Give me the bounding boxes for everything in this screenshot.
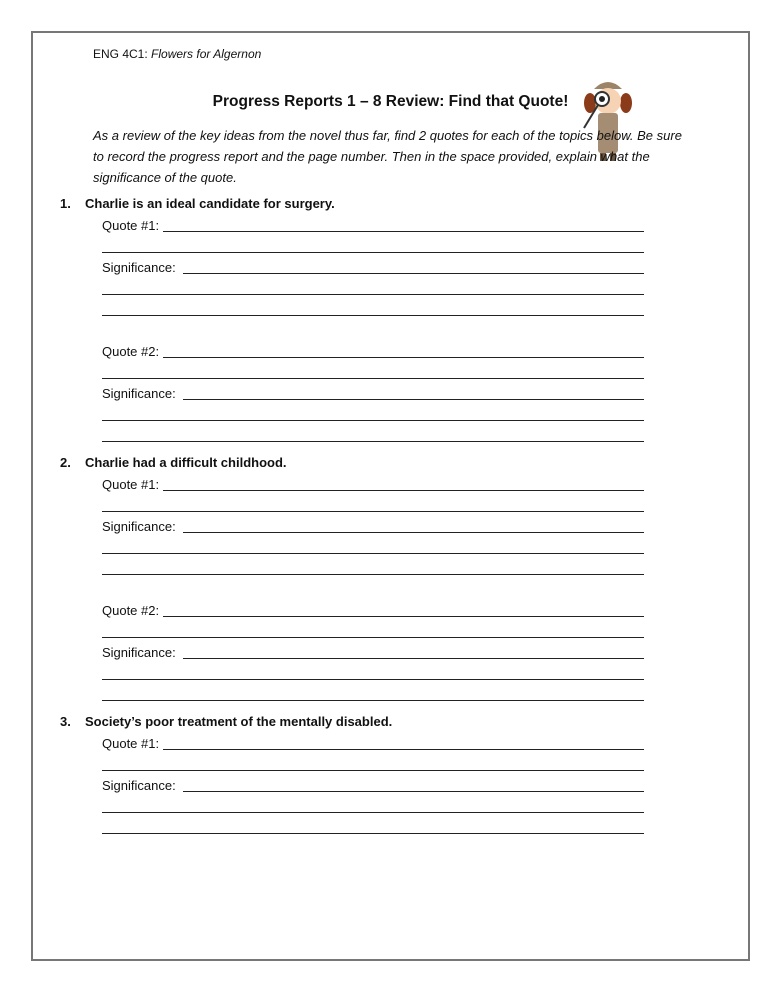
answer-line[interactable] — [102, 753, 644, 774]
answer-line[interactable] — [102, 662, 644, 683]
significance-label: Significance: — [102, 386, 183, 401]
blank-line[interactable] — [102, 294, 644, 295]
blank-line[interactable] — [163, 749, 644, 750]
worksheet-title: Progress Reports 1 – 8 Review: Find that Quote! — [212, 93, 569, 110]
answer-line[interactable] — [102, 214, 644, 235]
blank-line[interactable] — [183, 273, 644, 274]
instructions: As a review of the key ideas from the novel thus far, find 2 quotes for each of the topics below. Be sure to record the progress report and the page number. Then in the space provided, explain what the significance of the quote. — [93, 128, 682, 185]
blank-line[interactable] — [102, 574, 644, 575]
blank-line[interactable] — [102, 812, 644, 813]
blank-line[interactable] — [163, 357, 644, 358]
answer-line[interactable] — [102, 599, 644, 620]
quote2-label: Quote #2: — [102, 603, 163, 618]
quote1-label: Quote #1: — [102, 477, 163, 492]
blank-line[interactable] — [102, 770, 644, 771]
course-code: ENG 4C1: — [93, 47, 148, 61]
answer-line[interactable] — [102, 298, 644, 319]
answer-line[interactable] — [102, 620, 644, 641]
blank-line[interactable] — [102, 420, 644, 421]
answer-line[interactable] — [102, 424, 644, 445]
blank-line[interactable] — [102, 511, 644, 512]
answer-line[interactable] — [102, 641, 644, 662]
topic-text: Society’s poor treatment of the mentally disabled. — [85, 714, 393, 729]
answer-line[interactable] — [102, 256, 644, 277]
blank-line[interactable] — [102, 637, 644, 638]
answer-line[interactable] — [102, 494, 644, 515]
answer-line[interactable] — [102, 382, 644, 403]
blank-line[interactable] — [183, 399, 644, 400]
blank-line[interactable] — [102, 315, 644, 316]
quote2-label: Quote #2: — [102, 344, 163, 359]
topic-section — [60, 452, 644, 704]
answer-line[interactable] — [102, 683, 644, 704]
blank-line[interactable] — [102, 441, 644, 442]
blank-line[interactable] — [102, 700, 644, 701]
blank-line[interactable] — [183, 532, 644, 533]
answer-line[interactable] — [102, 816, 644, 837]
topic-text: Charlie is an ideal candidate for surgery. — [85, 196, 335, 211]
book-title: Flowers for Algernon — [151, 47, 262, 61]
blank-line[interactable] — [102, 679, 644, 680]
answer-line[interactable] — [102, 774, 644, 795]
topic-number: 2. — [60, 455, 71, 470]
page-header — [93, 47, 261, 61]
answer-line[interactable] — [102, 473, 644, 494]
quote1-label: Quote #1: — [102, 736, 163, 751]
topic-heading — [60, 711, 644, 732]
blank-line[interactable] — [102, 252, 644, 253]
blank-line[interactable] — [183, 658, 644, 659]
blank-line[interactable] — [102, 833, 644, 834]
blank-line[interactable] — [163, 490, 644, 491]
quote1-label: Quote #1: — [102, 218, 163, 233]
topic-number: 1. — [60, 196, 71, 211]
topic-section — [60, 193, 644, 445]
answer-line[interactable] — [102, 536, 644, 557]
blank-line[interactable] — [163, 231, 644, 232]
answer-line[interactable] — [102, 795, 644, 816]
blank-line[interactable] — [102, 378, 644, 379]
answer-line[interactable] — [102, 732, 644, 753]
topic-number: 3. — [60, 714, 71, 729]
answer-line[interactable] — [102, 557, 644, 578]
topic-section — [60, 711, 644, 837]
blank-line[interactable] — [163, 616, 644, 617]
answer-line[interactable] — [102, 340, 644, 361]
blank-line[interactable] — [102, 553, 644, 554]
answer-line[interactable] — [102, 515, 644, 536]
topic-heading — [60, 452, 644, 473]
topic-heading — [60, 193, 644, 214]
answer-line[interactable] — [102, 361, 644, 382]
answer-line[interactable] — [102, 277, 644, 298]
answer-line[interactable] — [102, 403, 644, 424]
significance-label: Significance: — [102, 260, 183, 275]
significance-label: Significance: — [102, 778, 183, 793]
answer-line[interactable] — [102, 235, 644, 256]
topic-text: Charlie had a difficult childhood. — [85, 455, 287, 470]
significance-label: Significance: — [102, 645, 183, 660]
blank-line[interactable] — [183, 791, 644, 792]
significance-label: Significance: — [102, 519, 183, 534]
